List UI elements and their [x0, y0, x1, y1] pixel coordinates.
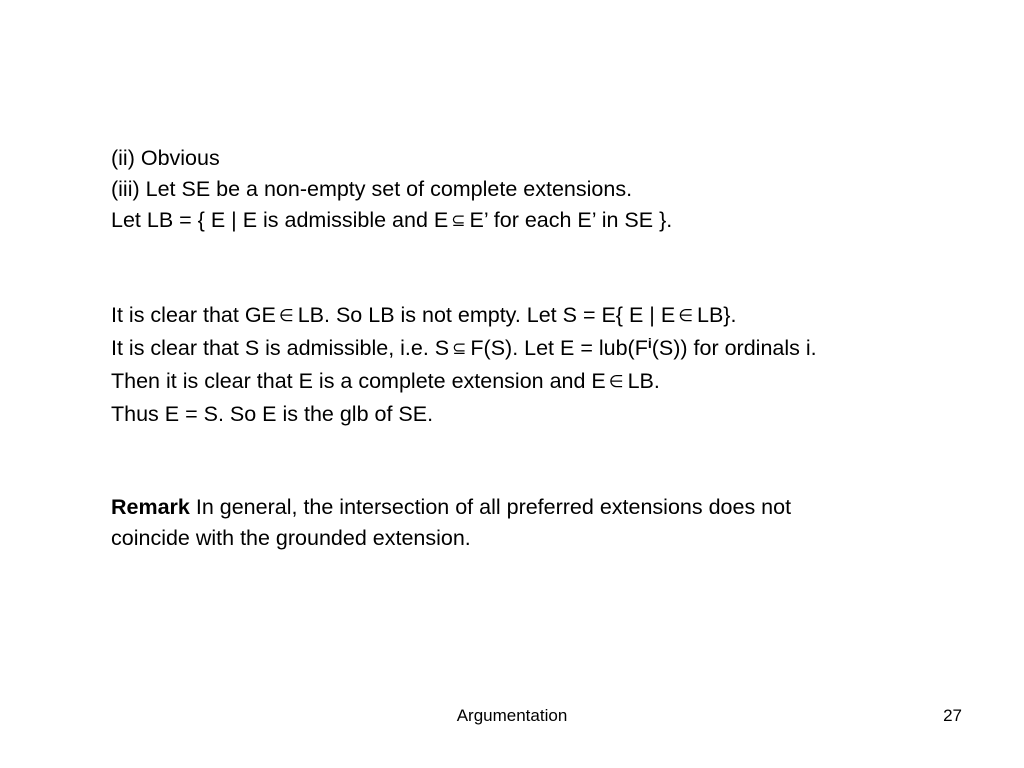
remark-line-2: coincide with the grounded extension.: [111, 526, 471, 550]
text-segment: LB}.: [697, 303, 737, 327]
remark-label: Remark: [111, 495, 190, 519]
slide-body: [111, 143, 991, 554]
text-segment: LB.: [627, 369, 660, 393]
proof-line-ge-in-lb: [111, 300, 991, 333]
element-of-symbol: ∈: [278, 306, 294, 326]
subset-symbol: ⊆: [451, 211, 466, 231]
proof-line-complete-extension: [111, 366, 991, 399]
footer-title: Argumentation: [456, 706, 568, 725]
paragraph-gap: [111, 430, 991, 492]
proof-line-conclusion: Thus E = S. So E is the glb of SE.: [111, 402, 434, 426]
text-segment: (S)) for ordinals i.: [651, 336, 817, 360]
text-segment: It is clear that S is admissible, i.e. S: [111, 336, 450, 360]
superscript-i: i: [647, 335, 652, 351]
subset-symbol: ⊆: [452, 339, 467, 359]
proof-line-s-admissible: [111, 333, 991, 366]
page-number: 27: [943, 706, 962, 725]
proof-line-iii: (iii) Let SE be a non-empty set of complete extensions.: [111, 177, 633, 201]
proof-line-lb-definition: [111, 205, 991, 238]
element-of-symbol: ∈: [608, 372, 624, 392]
remark-line-1: [111, 492, 991, 523]
proof-line-ii: (ii) Obvious: [111, 146, 220, 170]
text-segment: F(S). Let E = lub(F: [470, 336, 648, 360]
text-segment: LB. So LB is not empty. Let S = E{ E | E: [297, 303, 676, 327]
element-of-symbol: ∈: [678, 306, 693, 326]
text-segment: E’ for each E’ in SE }.: [469, 208, 673, 232]
text-segment: It is clear that GE: [111, 303, 276, 327]
remark-text: In general, the intersection of all preferred extensions does not: [189, 495, 792, 519]
paragraph-gap: [111, 238, 991, 300]
text-segment: Then it is clear that E is a complete extension and E: [111, 369, 606, 393]
text-segment: Let LB = { E | E is admissible and E: [111, 208, 449, 232]
